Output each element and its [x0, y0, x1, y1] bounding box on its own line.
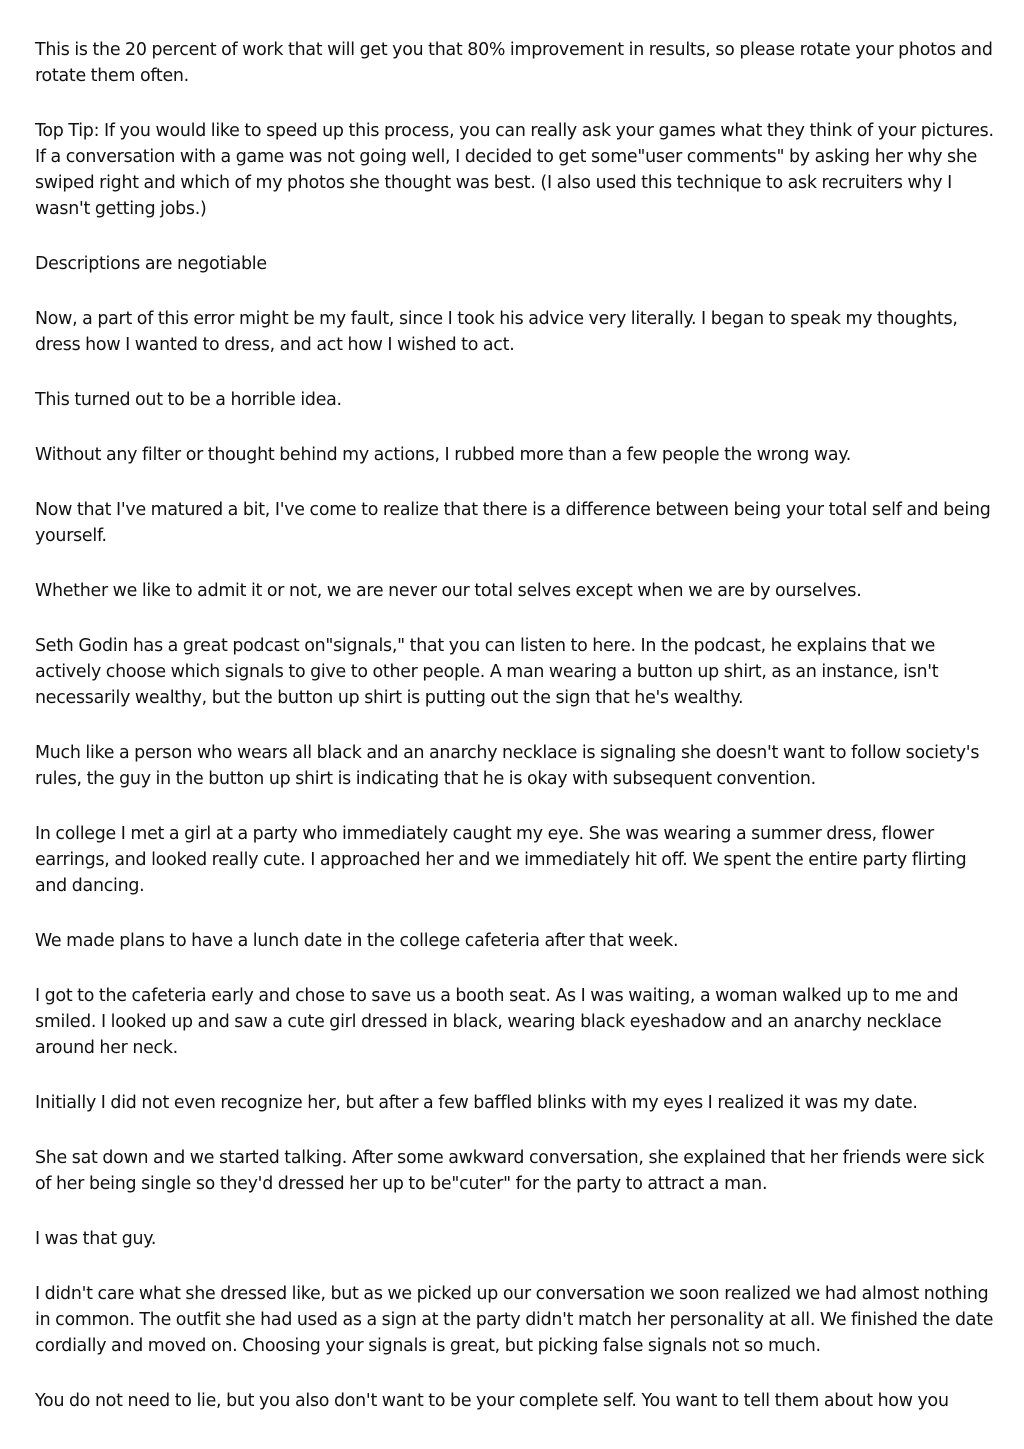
paragraph-8: Whether we like to admit it or not, we are never our total selves except when we are by ourselves.: [35, 581, 862, 601]
paragraph-4: Now, a part of this error might be my fault, since I took his advice very literally. I began to speak my thoughts, dress how I wanted to dress, and act how I wished to act.: [35, 309, 958, 355]
paragraph-1: This is the 20 percent of work that will get you that 80% improvement in results, so please rotate your photos and rotate them often.: [35, 40, 993, 86]
paragraph-12: We made plans to have a lunch date in the college cafeteria after that week.: [35, 931, 679, 951]
paragraph-2: Top Tip: If you would like to speed up this process, you can really ask your games what they think of your pictures. If a conversation with a game was not going well, I decided to get some"user comments" by asking her why she swiped right and which of my photos she thought was best. (I also used this technique to ask recruiters why I wasn't getting jobs.): [35, 121, 994, 219]
paragraph-18: You do not need to lie, but you also don't want to be your complete self. You want to tell them about how you: [35, 1391, 949, 1411]
paragraph-10: Much like a person who wears all black and an anarchy necklace is signaling she doesn't want to follow society's rules, the guy in the button up shirt is indicating that he is okay with subsequent convention.: [35, 743, 980, 789]
paragraph-6: Without any filter or thought behind my actions, I rubbed more than a few people the wrong way.: [35, 445, 852, 465]
document-body: [35, 37, 995, 1443]
paragraph-9: Seth Godin has a great podcast on"signals," that you can listen to here. In the podcast, he explains that we actively choose which signals to give to other people. A man wearing a button up shirt, as an instance, isn't necessarily wealthy, but the button up shirt is putting out the sign that he's wealthy.: [35, 636, 939, 708]
paragraph-16: I was that guy.: [35, 1229, 157, 1249]
paragraph-11: In college I met a girl at a party who immediately caught my eye. She was wearing a summer dress, flower earrings, and looked really cute. I approached her and we immediately hit off. We spent the entire party flirting and dancing.: [35, 824, 967, 896]
paragraph-13: I got to the cafeteria early and chose to save us a booth seat. As I was waiting, a woman walked up to me and smiled. I looked up and saw a cute girl dressed in black, wearing black eyeshadow and an anarchy necklace around her neck.: [35, 986, 959, 1058]
paragraph-5: This turned out to be a horrible idea.: [35, 390, 342, 410]
paragraph-7: Now that I've matured a bit, I've come to realize that there is a difference between being your total self and being yourself.: [35, 500, 991, 546]
paragraph-3: Descriptions are negotiable: [35, 254, 267, 274]
paragraph-15: She sat down and we started talking. After some awkward conversation, she explained that her friends were sick of her being single so they'd dressed her up to be"cuter" for the party to attract a man.: [35, 1148, 985, 1194]
paragraph-17: I didn't care what she dressed like, but as we picked up our conversation we soon realized we had almost nothing in common. The outfit she had used as a sign at the party didn't match her personality at all. We finished the date cordially and moved on. Choosing your signals is great, but picking false signals not so much.: [35, 1284, 994, 1356]
paragraph-14: Initially I did not even recognize her, but after a few baffled blinks with my eyes I realized it was my date.: [35, 1093, 918, 1113]
